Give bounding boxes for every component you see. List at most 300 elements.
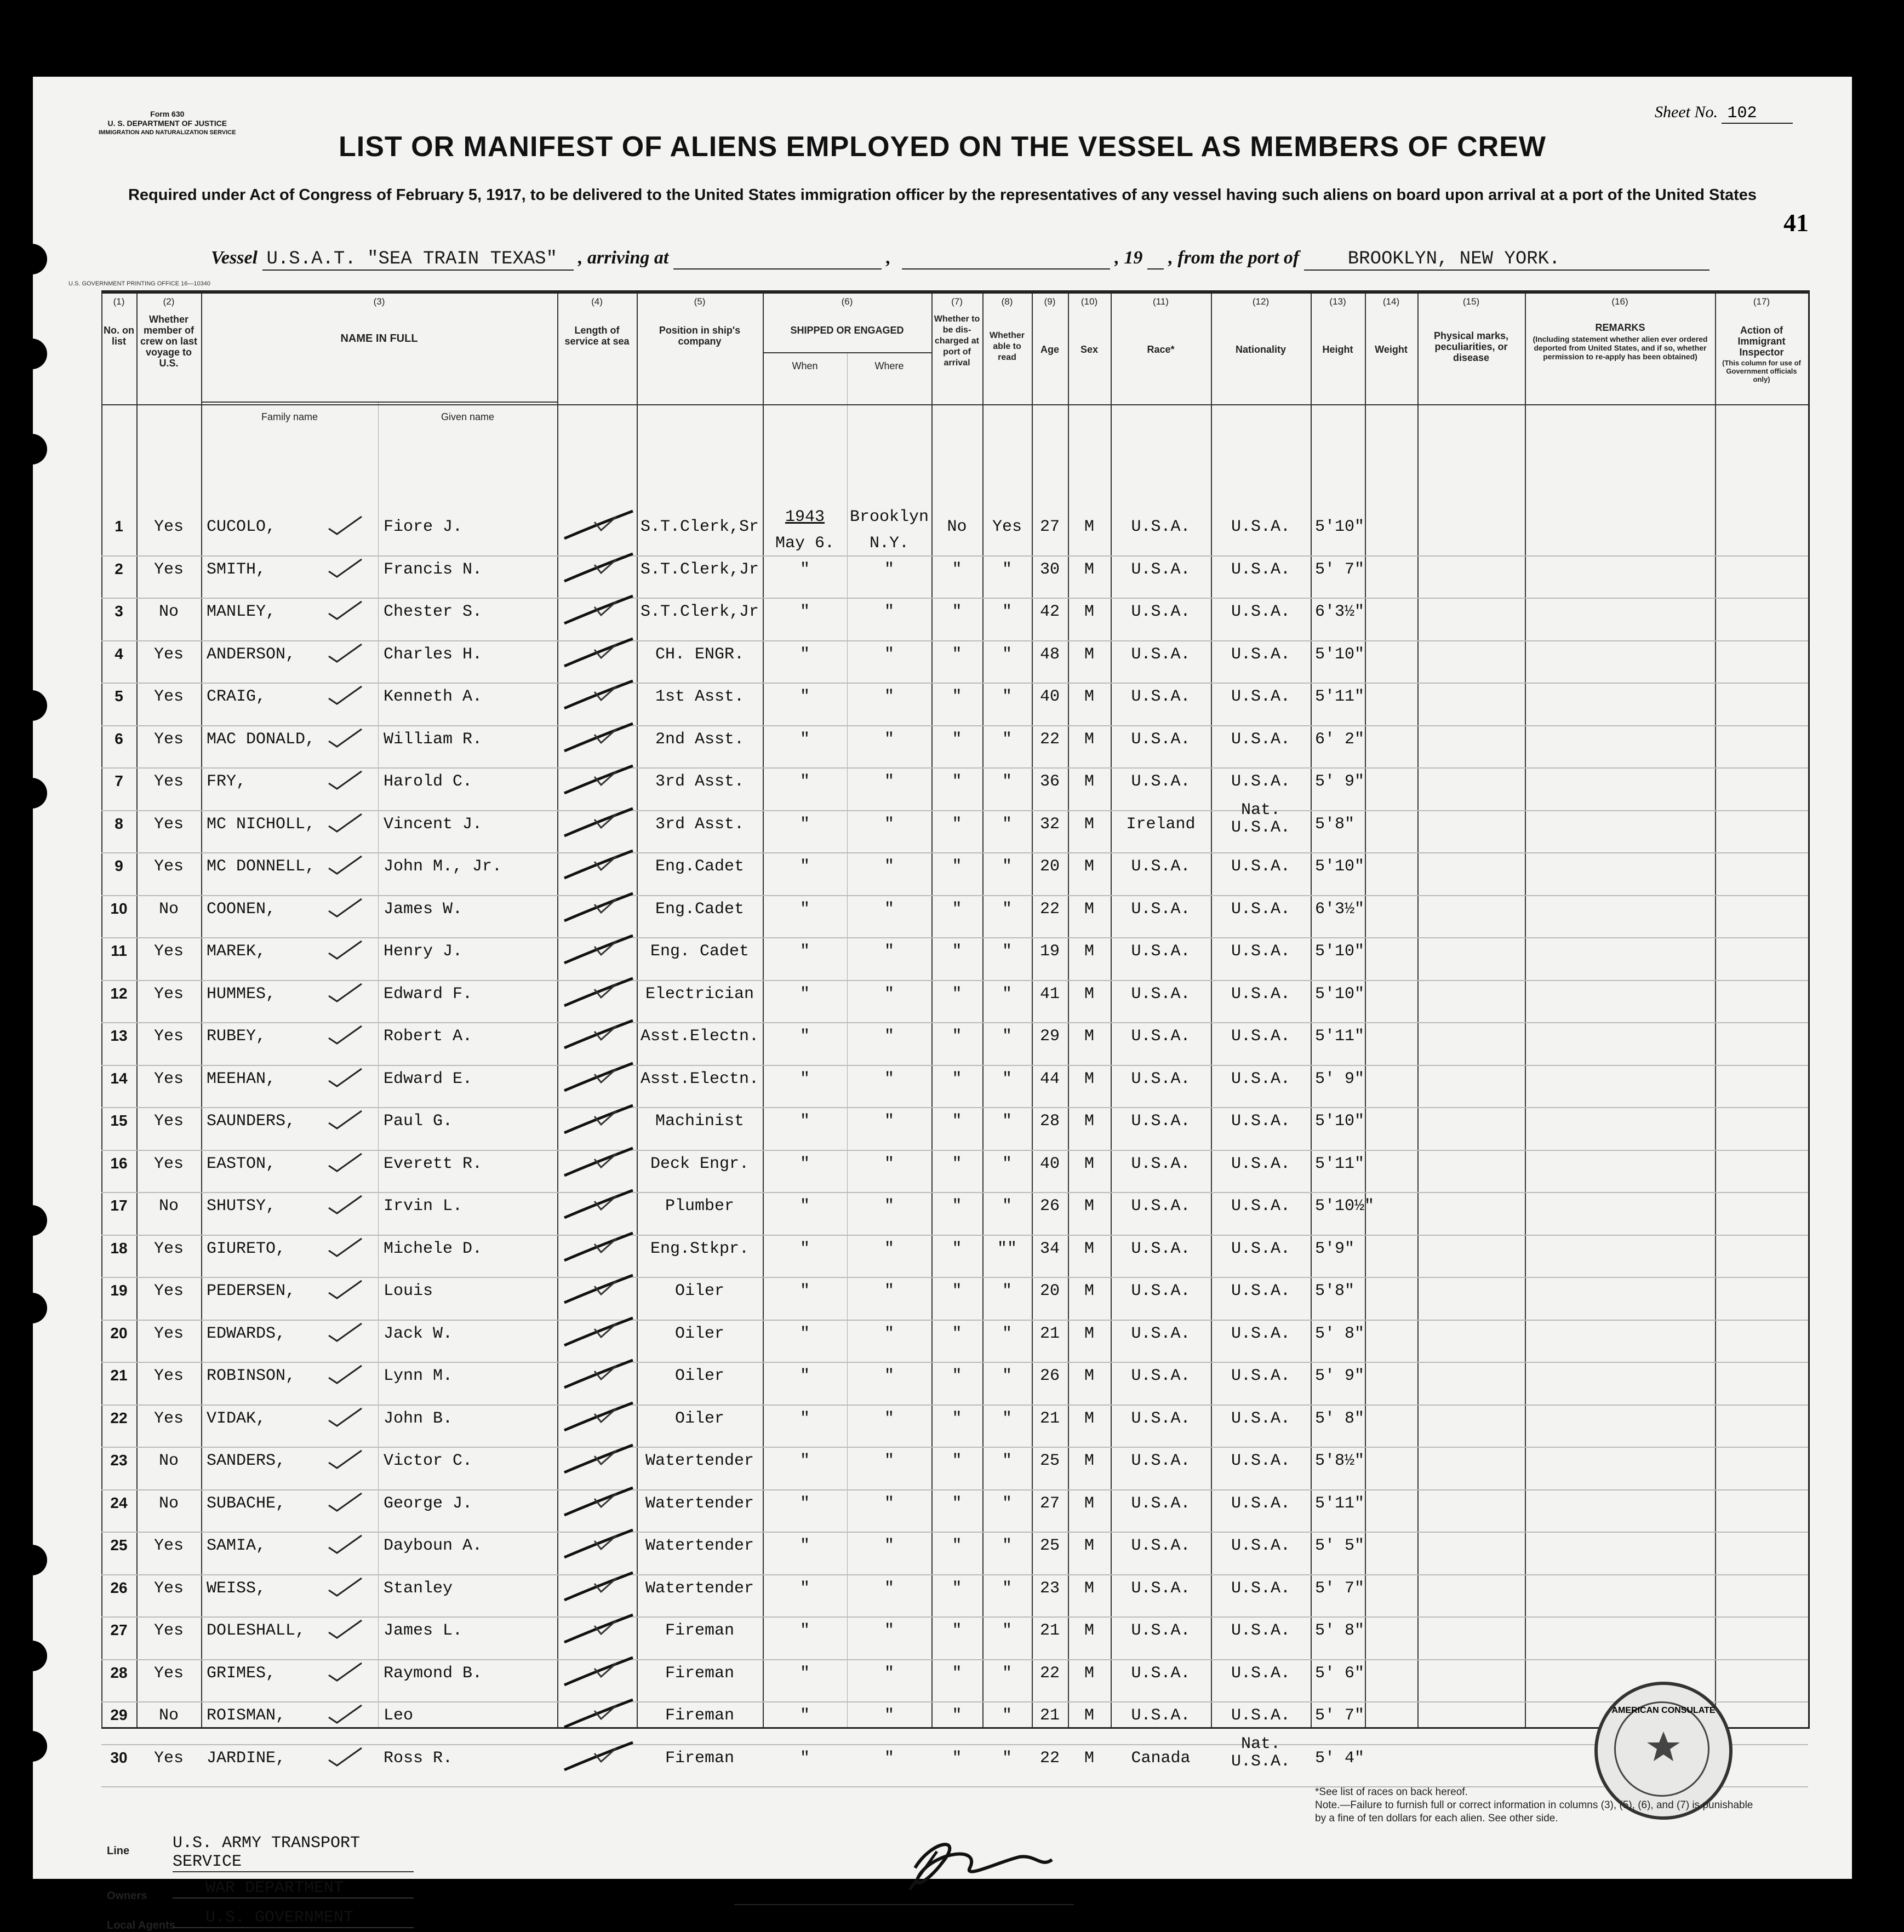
service-stroke-icon bbox=[562, 508, 638, 547]
cell-height: 5' 8" bbox=[1315, 1409, 1365, 1428]
cell-when: " bbox=[799, 603, 810, 621]
service-stroke-icon bbox=[562, 1315, 638, 1354]
cell-race: U.S.A. bbox=[1131, 1409, 1191, 1428]
cell-position: Fireman bbox=[665, 1748, 735, 1768]
column-number: (11) bbox=[1153, 296, 1169, 307]
check-mark-icon bbox=[323, 895, 373, 922]
cell-sex: M bbox=[1084, 730, 1094, 749]
cell-given: Edward E. bbox=[384, 1069, 473, 1088]
cell-no: 7 bbox=[115, 772, 123, 789]
cell-given: William R. bbox=[384, 730, 483, 749]
cell-nat: U.S.A. bbox=[1231, 1154, 1291, 1173]
cell-nat: U.S.A. bbox=[1231, 1664, 1291, 1683]
cell-read: " bbox=[1002, 815, 1012, 834]
cell-age: 21 bbox=[1039, 1621, 1060, 1640]
eagle-icon bbox=[1642, 1726, 1685, 1770]
cell-family: EDWARDS, bbox=[207, 1324, 286, 1343]
cell-where: " bbox=[884, 1621, 894, 1640]
column-number: (10) bbox=[1080, 296, 1098, 307]
check-mark-icon bbox=[323, 979, 373, 1007]
cell-no: 24 bbox=[110, 1494, 128, 1511]
cell-no: 8 bbox=[115, 815, 123, 832]
footnote bbox=[1315, 1786, 1764, 1825]
cell-nat: U.S.A. bbox=[1231, 1239, 1291, 1258]
cell-no: 23 bbox=[110, 1452, 128, 1469]
cell-height: 5'11" bbox=[1315, 1494, 1365, 1513]
cell-age: 21 bbox=[1039, 1706, 1060, 1725]
service-stroke-icon bbox=[562, 1272, 638, 1311]
printing-office: U.S. GOVERNMENT PRINTING OFFICE 16—10340 bbox=[68, 280, 210, 287]
service-stroke-icon bbox=[562, 1230, 638, 1269]
cell-nat: U.S.A. bbox=[1231, 942, 1291, 961]
cell-last: Yes bbox=[153, 857, 184, 876]
owners-value: WAR DEPARTMENT bbox=[173, 1879, 414, 1899]
cell-age: 22 bbox=[1039, 730, 1060, 749]
service-stroke-icon bbox=[562, 1400, 638, 1438]
cell-height: 6'3½" bbox=[1315, 899, 1365, 919]
check-mark-icon bbox=[323, 1064, 373, 1092]
col-where: Where bbox=[874, 360, 904, 371]
cell-sex: M bbox=[1084, 772, 1094, 791]
cell-sex: M bbox=[1084, 1069, 1094, 1088]
cell-disch: " bbox=[952, 1154, 962, 1173]
column-number: (14) bbox=[1382, 296, 1400, 307]
page-title: LIST OR MANIFEST OF ALIENS EMPLOYED ON THE VESSEL AS MEMBERS OF CREW bbox=[339, 131, 1546, 163]
cell-read: "" bbox=[997, 1239, 1017, 1258]
cell-position: Watertender bbox=[645, 1452, 754, 1470]
cell-sex: M bbox=[1084, 603, 1094, 621]
cell-family: MC DONNELL, bbox=[207, 857, 316, 876]
cell-family: FRY, bbox=[207, 772, 247, 791]
inspector-label: Immigrant Inspector. bbox=[931, 1906, 1028, 1918]
cell-when: " bbox=[799, 1239, 810, 1258]
cell-position: Watertender bbox=[645, 1494, 754, 1513]
cell-when: " bbox=[799, 1197, 810, 1216]
cell-where-line2: N.Y. bbox=[869, 534, 909, 553]
cell-age: 25 bbox=[1039, 1537, 1060, 1555]
cell-where: " bbox=[884, 984, 894, 1004]
cell-height: 5' 8" bbox=[1315, 1324, 1365, 1343]
service-stroke-icon bbox=[562, 1103, 638, 1141]
cell-sex: M bbox=[1084, 1197, 1094, 1216]
cell-disch: " bbox=[952, 772, 962, 791]
cell-height: 5' 9" bbox=[1315, 1367, 1365, 1385]
manifest-sheet bbox=[33, 77, 1852, 1931]
service-stroke-icon bbox=[562, 551, 638, 589]
cell-last: No bbox=[158, 1452, 179, 1470]
cell-where: " bbox=[884, 730, 894, 749]
check-mark-icon bbox=[323, 1191, 373, 1219]
cell-race: Ireland bbox=[1126, 815, 1196, 834]
cell-where: " bbox=[884, 1748, 894, 1768]
cell-last: Yes bbox=[153, 1069, 184, 1088]
cell-family: MEEHAN, bbox=[207, 1069, 276, 1088]
cell-nat: U.S.A. bbox=[1231, 1112, 1291, 1131]
col-last-voyage: Whether member of crew on last voyage to U.S. bbox=[140, 314, 198, 369]
vessel-name: U.S.A.T. "SEA TRAIN TEXAS" bbox=[262, 249, 574, 271]
cell-sex: M bbox=[1084, 1239, 1094, 1258]
cell-last: Yes bbox=[153, 687, 184, 706]
cell-sex: M bbox=[1084, 518, 1094, 536]
col-given-name: Given name bbox=[441, 411, 495, 422]
col-age: Age bbox=[1040, 344, 1059, 355]
cell-family: MAREK, bbox=[207, 942, 266, 961]
column-number: (8) bbox=[1001, 296, 1013, 307]
check-mark-icon bbox=[323, 1404, 373, 1431]
col-name-in-full: NAME IN FULL bbox=[340, 332, 418, 345]
cell-family: ANDERSON, bbox=[207, 645, 296, 664]
check-mark-icon bbox=[323, 555, 373, 582]
check-mark-icon bbox=[323, 725, 373, 752]
cell-height: 5' 4" bbox=[1315, 1748, 1365, 1768]
col-physical: Physical marks, peculiarities, or disease bbox=[1433, 330, 1509, 363]
cell-height: 5' 6" bbox=[1315, 1664, 1365, 1683]
cell-race: U.S.A. bbox=[1131, 645, 1191, 664]
cell-where: " bbox=[884, 1197, 894, 1216]
cell-position: 3rd Asst. bbox=[655, 815, 745, 834]
cell-family: GRIMES, bbox=[207, 1664, 276, 1683]
cell-sex: M bbox=[1084, 1154, 1094, 1173]
cell-family: ROISMAN, bbox=[207, 1706, 286, 1725]
cell-position: 1st Asst. bbox=[655, 687, 745, 706]
cell-last: No bbox=[158, 603, 179, 621]
check-mark-icon bbox=[323, 1022, 373, 1049]
cell-where: " bbox=[884, 603, 894, 621]
cell-no: 18 bbox=[110, 1239, 128, 1257]
service-stroke-icon bbox=[562, 1018, 638, 1056]
cell-read: " bbox=[1002, 1621, 1012, 1640]
check-mark-icon bbox=[323, 810, 373, 837]
cell-given: Kenneth A. bbox=[384, 687, 483, 706]
cell-position: Eng.Cadet bbox=[655, 899, 745, 919]
cell-race: U.S.A. bbox=[1131, 1579, 1191, 1598]
col-position: Position in ship's company bbox=[659, 325, 741, 347]
service-stroke-icon bbox=[562, 848, 638, 886]
form-department: U. S. DEPARTMENT OF JUSTICE bbox=[107, 119, 227, 128]
cell-family: JARDINE, bbox=[207, 1748, 286, 1768]
cell-age: 36 bbox=[1039, 772, 1060, 791]
service-stroke-icon bbox=[562, 1442, 638, 1481]
check-mark-icon bbox=[323, 1616, 373, 1643]
cell-sex: M bbox=[1084, 1579, 1094, 1598]
column-number: (7) bbox=[951, 296, 963, 307]
cell-disch: " bbox=[952, 560, 962, 579]
cell-height: 5' 8" bbox=[1315, 1621, 1365, 1640]
check-mark-icon bbox=[323, 937, 373, 964]
col-family-name: Family name bbox=[261, 411, 318, 422]
cell-disch: " bbox=[952, 1579, 962, 1598]
cell-nat: U.S.A. bbox=[1231, 1537, 1291, 1555]
cell-race: U.S.A. bbox=[1131, 1282, 1191, 1300]
cell-given: Vincent J. bbox=[384, 815, 483, 834]
cell-no: 14 bbox=[110, 1069, 128, 1087]
cell-when: " bbox=[799, 1282, 810, 1300]
col-action: Action of Immigrant Inspector bbox=[1737, 325, 1786, 358]
cell-given: Fiore J. bbox=[384, 518, 463, 536]
cell-family: PEDERSEN, bbox=[207, 1282, 296, 1300]
cell-race: U.S.A. bbox=[1131, 857, 1191, 876]
punch-hole bbox=[16, 1205, 47, 1236]
footnote-penalty: Note.—Failure to furnish full or correct information in columns (3), (5), (6), and (7) is punishable by a fine of ten dollars for each alien. See other side. bbox=[1315, 1799, 1753, 1824]
cell-given: Everett R. bbox=[384, 1154, 483, 1173]
cell-age: 26 bbox=[1039, 1197, 1060, 1216]
cell-when: " bbox=[799, 1324, 810, 1343]
col-able-read: Whether able to read bbox=[990, 331, 1025, 362]
cell-read: " bbox=[1002, 1197, 1012, 1216]
cell-when: " bbox=[799, 687, 810, 706]
cell-age: 19 bbox=[1039, 942, 1060, 961]
cell-position: Oiler bbox=[674, 1367, 724, 1385]
cell-height: 5'9" bbox=[1315, 1239, 1355, 1258]
cell-sex: M bbox=[1084, 984, 1094, 1004]
cell-sex: M bbox=[1084, 1664, 1094, 1683]
cell-age: 20 bbox=[1039, 1282, 1060, 1300]
cell-given: Louis bbox=[384, 1282, 433, 1300]
cell-family: COONEN, bbox=[207, 899, 276, 919]
cell-given: Victor C. bbox=[384, 1452, 473, 1470]
cell-race: U.S.A. bbox=[1131, 1069, 1191, 1088]
cell-read: " bbox=[1002, 772, 1012, 791]
cell-race: U.S.A. bbox=[1131, 1706, 1191, 1725]
cell-race: U.S.A. bbox=[1131, 942, 1191, 961]
cell-height: 5' 9" bbox=[1315, 772, 1365, 791]
check-mark-icon bbox=[323, 597, 373, 624]
cell-read: " bbox=[1002, 603, 1012, 621]
vessel-label: Vessel bbox=[211, 248, 258, 268]
cell-family: MAC DONALD, bbox=[207, 730, 316, 749]
cell-read: " bbox=[1002, 942, 1012, 961]
col-when: When bbox=[792, 360, 818, 371]
cell-disch: " bbox=[952, 1409, 962, 1428]
cell-given: Robert A. bbox=[384, 1027, 473, 1046]
cell-age: 48 bbox=[1039, 645, 1060, 664]
cell-given: Charles H. bbox=[384, 645, 483, 664]
cell-where: " bbox=[884, 1112, 894, 1131]
cell-last: Yes bbox=[153, 645, 184, 664]
cell-height: 6' 2" bbox=[1315, 730, 1365, 749]
sheet-number bbox=[1655, 103, 1793, 124]
cell-disch: " bbox=[952, 1324, 962, 1343]
cell-read: " bbox=[1002, 1367, 1012, 1385]
cell-read: " bbox=[1002, 984, 1012, 1004]
cell-last: Yes bbox=[153, 1239, 184, 1258]
cell-nat: U.S.A. bbox=[1231, 1409, 1291, 1428]
cell-where: " bbox=[884, 1664, 894, 1683]
cell-position: Oiler bbox=[674, 1409, 724, 1428]
col-nationality: Nationality bbox=[1235, 344, 1286, 355]
cell-age: 44 bbox=[1039, 1069, 1060, 1088]
cell-when: " bbox=[799, 1069, 810, 1088]
cell-age: 40 bbox=[1039, 1154, 1060, 1173]
cell-sex: M bbox=[1084, 1112, 1094, 1131]
column-number: (17) bbox=[1753, 296, 1770, 307]
cell-when: " bbox=[799, 1537, 810, 1555]
col-action-note: (This column for use of Government officials only) bbox=[1722, 359, 1801, 383]
column-number: (4) bbox=[591, 296, 603, 307]
cell-race: U.S.A. bbox=[1131, 1621, 1191, 1640]
cell-position: Eng.Stkpr. bbox=[650, 1239, 750, 1258]
cell-given: Harold C. bbox=[384, 772, 473, 791]
cell-disch: " bbox=[952, 730, 962, 749]
cell-where: " bbox=[884, 1027, 894, 1046]
cell-disch: " bbox=[952, 1537, 962, 1555]
cell-sex: M bbox=[1084, 1409, 1094, 1428]
cell-when: " bbox=[799, 984, 810, 1004]
service-stroke-icon bbox=[562, 1697, 638, 1735]
cell-no: 30 bbox=[110, 1748, 128, 1766]
cell-read: " bbox=[1002, 645, 1012, 664]
check-mark-icon bbox=[323, 1276, 373, 1304]
cell-position: Watertender bbox=[645, 1579, 754, 1598]
cell-sex: M bbox=[1084, 645, 1094, 664]
cell-nat: U.S.A. bbox=[1231, 1452, 1291, 1470]
cell-position: Asst.Electn. bbox=[640, 1027, 759, 1046]
cell-given: Lynn M. bbox=[384, 1367, 453, 1385]
cell-where: " bbox=[884, 857, 894, 876]
cell-read: " bbox=[1002, 1664, 1012, 1683]
col-remarks: REMARKS bbox=[1595, 322, 1645, 333]
service-stroke-icon bbox=[562, 1357, 638, 1396]
col-race: Race* bbox=[1147, 344, 1175, 355]
cell-read: " bbox=[1002, 1706, 1012, 1725]
sheet-number-value: 102 bbox=[1722, 104, 1793, 124]
cell-when-line2: May 6. bbox=[775, 534, 835, 553]
cell-disch: " bbox=[952, 1664, 962, 1683]
cell-last: No bbox=[158, 1197, 179, 1216]
cell-disch: " bbox=[952, 857, 962, 876]
cell-age: 40 bbox=[1039, 687, 1060, 706]
cell-position: Machinist bbox=[655, 1112, 745, 1131]
cell-when: " bbox=[799, 560, 810, 579]
check-mark-icon bbox=[323, 1107, 373, 1134]
cell-where: " bbox=[884, 1282, 894, 1300]
cell-no: 10 bbox=[110, 899, 128, 917]
check-mark-icon bbox=[323, 1701, 373, 1728]
cell-family: HUMMES, bbox=[207, 984, 276, 1004]
cell-position: CH. ENGR. bbox=[655, 645, 745, 664]
cell-last: Yes bbox=[153, 518, 184, 536]
service-stroke-icon bbox=[562, 593, 638, 632]
cell-disch: " bbox=[952, 942, 962, 961]
service-stroke-icon bbox=[562, 1060, 638, 1099]
cell-race: U.S.A. bbox=[1131, 1537, 1191, 1555]
col-discharged: Whether to be dis-charged at port of arrival bbox=[934, 314, 980, 368]
cell-nat: U.S.A. bbox=[1231, 857, 1291, 876]
service-stroke-icon bbox=[562, 636, 638, 674]
cell-when: " bbox=[799, 1748, 810, 1768]
cell-race: U.S.A. bbox=[1131, 984, 1191, 1004]
cell-read: " bbox=[1002, 1282, 1012, 1300]
cell-nat-prefix: Nat. bbox=[1240, 800, 1280, 819]
cell-position: Fireman bbox=[665, 1706, 735, 1725]
cell-age: 22 bbox=[1039, 899, 1060, 919]
cell-disch: " bbox=[952, 1027, 962, 1046]
cell-nat: U.S.A. bbox=[1231, 560, 1291, 579]
cell-sex: M bbox=[1084, 1367, 1094, 1385]
column-number: (5) bbox=[694, 296, 706, 307]
cell-race: U.S.A. bbox=[1131, 1112, 1191, 1131]
cell-read: " bbox=[1002, 1154, 1012, 1173]
col-height: Height bbox=[1322, 344, 1353, 355]
cell-given: John M., Jr. bbox=[384, 857, 502, 876]
cell-age: 29 bbox=[1039, 1027, 1060, 1046]
cell-age: 34 bbox=[1039, 1239, 1060, 1258]
cell-where: " bbox=[884, 1579, 894, 1598]
cell-family: CRAIG, bbox=[207, 687, 266, 706]
cell-height: 5' 7" bbox=[1315, 560, 1365, 579]
cell-race: U.S.A. bbox=[1131, 518, 1191, 536]
cell-read: " bbox=[1002, 899, 1012, 919]
service-stroke-icon bbox=[562, 1527, 638, 1566]
cell-when: " bbox=[799, 899, 810, 919]
cell-read: " bbox=[1002, 1409, 1012, 1428]
cell-disch: " bbox=[952, 1452, 962, 1470]
cell-where: " bbox=[884, 560, 894, 579]
cell-nat: U.S.A. bbox=[1231, 1706, 1291, 1725]
cell-sex: M bbox=[1084, 815, 1094, 834]
cell-sex: M bbox=[1084, 1748, 1094, 1768]
cell-nat: U.S.A. bbox=[1231, 1197, 1291, 1216]
cell-where: " bbox=[884, 687, 894, 706]
cell-last: Yes bbox=[153, 1748, 184, 1768]
cell-sex: M bbox=[1084, 1621, 1094, 1640]
cell-position: Oiler bbox=[674, 1324, 724, 1343]
cell-when: " bbox=[799, 857, 810, 876]
service-stroke-icon bbox=[562, 1655, 638, 1693]
cell-height: 5'11" bbox=[1315, 687, 1365, 706]
cell-no: 28 bbox=[110, 1664, 128, 1681]
cell-nat: U.S.A. bbox=[1231, 1282, 1291, 1300]
col-remarks-note: (Including statement whether alien ever ordered deported from United States, and if so, whether permission to re-apply has been obtained) bbox=[1533, 335, 1708, 361]
cell-position: Eng. Cadet bbox=[650, 942, 750, 961]
cell-last: Yes bbox=[153, 815, 184, 834]
cell-height: 5'10" bbox=[1315, 1112, 1365, 1131]
cell-sex: M bbox=[1084, 1452, 1094, 1470]
cell-nat: U.S.A. bbox=[1231, 1494, 1291, 1513]
cell-last: Yes bbox=[153, 942, 184, 961]
year-label: , 19 bbox=[1114, 248, 1143, 268]
cell-nat: U.S.A. bbox=[1231, 772, 1291, 791]
cell-read: " bbox=[1002, 1027, 1012, 1046]
cell-sex: M bbox=[1084, 1537, 1094, 1555]
cell-given: James L. bbox=[384, 1621, 463, 1640]
cell-position: S.T.Clerk,Jr bbox=[640, 603, 759, 621]
cell-height: 5'8½" bbox=[1315, 1452, 1365, 1470]
cell-where: Brooklyn bbox=[849, 508, 929, 526]
check-mark-icon bbox=[323, 852, 373, 879]
cell-no: 21 bbox=[110, 1367, 128, 1384]
cell-where: " bbox=[884, 899, 894, 919]
cell-position: 2nd Asst. bbox=[655, 730, 745, 749]
cell-race: U.S.A. bbox=[1131, 1027, 1191, 1046]
cell-disch: " bbox=[952, 1197, 962, 1216]
cell-last: Yes bbox=[153, 1027, 184, 1046]
cell-no: 20 bbox=[110, 1324, 128, 1341]
cell-nat: U.S.A. bbox=[1231, 1324, 1291, 1343]
column-number: (15) bbox=[1462, 296, 1480, 307]
punch-hole bbox=[16, 690, 47, 721]
cell-height: 5'10" bbox=[1315, 942, 1365, 961]
cell-disch: " bbox=[952, 1282, 962, 1300]
cell-family: SHUTSY, bbox=[207, 1197, 276, 1216]
cell-disch: " bbox=[952, 687, 962, 706]
cell-sex: M bbox=[1084, 942, 1094, 961]
cell-no: 22 bbox=[110, 1409, 128, 1426]
cell-where: " bbox=[884, 1494, 894, 1513]
cell-disch: " bbox=[952, 815, 962, 834]
cell-given: Michele D. bbox=[384, 1239, 483, 1258]
col-no-on-list: No. on list bbox=[104, 325, 134, 347]
